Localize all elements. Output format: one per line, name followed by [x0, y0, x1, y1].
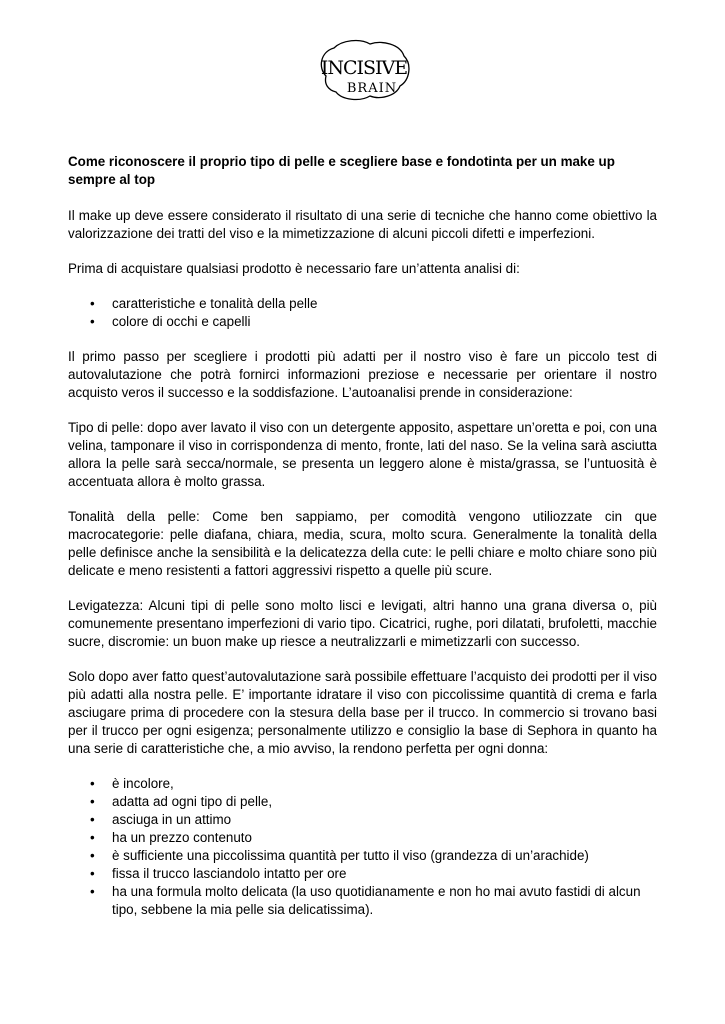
logo-line2: BRAIN	[346, 81, 398, 96]
list-item-text: asciuga in un attimo	[112, 812, 232, 827]
list-item-text: adatta ad ogni tipo di pelle,	[112, 794, 273, 809]
brain-logo-icon	[316, 38, 412, 104]
bullet-list-analysis	[68, 295, 657, 331]
list-item	[68, 847, 657, 865]
paragraph-first-step: Il primo passo per scegliere i prodotti più adatti per il nostro viso è fare un piccolo test di autovalutazione che potrà fornirci informazioni preziose e necessarie per orientare il nostro acquisto veros il successo e la soddisfazione. L’autoanalisi prende in considerazione:	[68, 349, 657, 400]
list-item	[68, 829, 657, 847]
bullet-icon: •	[90, 884, 95, 899]
list-item-text: fissa il trucco lasciandolo intatto per ore	[112, 866, 347, 881]
paragraph-skin-type: Tipo di pelle: dopo aver lavato il viso con un detergente apposito, aspettare un’oretta e poi, con una velina, tamponare il viso in corrispondenza di mento, fronte, lati del naso. Se la velina sarà asciutta allora la pelle sarà secca/normale, se presenta un leggero alone è mista/grassa, se l’untuosità è accentuata allora è molto grassa.	[68, 420, 657, 489]
bullet-icon: •	[90, 848, 95, 863]
bullet-icon: •	[90, 830, 95, 845]
list-item	[68, 865, 657, 883]
paragraph-smoothness: Levigatezza: Alcuni tipi di pelle sono molto lisci e levigati, altri hanno una grana diversa o, più comunemente presentano imperfezioni di vario tipo. Cicatrici, rughe, pori dilatati, brufoletti, macchie sucre, discromie: un buon make up riesce a neutralizzarli e mimetizzarli con successo.	[68, 598, 657, 649]
paragraph-purchase: Solo dopo aver fatto quest’autovalutazione sarà possibile effettuare l’acquisto dei prodotti per il viso più adatti alla nostra pelle. E’ importante idratare il viso con piccolissime quantità di crema e farla asciugare prima di procedere con la stesura della base per il trucco. In commercio si trovano basi per il trucco per ogni esigenza; personalmente utilizzo e consiglio la base di Sephora in quanto ha una serie di caratteristiche che, a mio avviso, la rendono perfetta per ogni donna:	[68, 669, 657, 756]
bullet-list-features	[68, 775, 657, 919]
document-body	[68, 153, 657, 936]
list-item-text: colore di occhi e capelli	[112, 314, 251, 329]
document-title: Come riconoscere il proprio tipo di pelle e scegliere base e fondotinta per un make up sempre al top	[68, 154, 615, 187]
list-item-text: ha un prezzo contenuto	[112, 830, 252, 845]
list-item	[68, 313, 657, 331]
list-item-text: caratteristiche e tonalità della pelle	[112, 296, 318, 311]
paragraph-analysis: Prima di acquistare qualsiasi prodotto è necessario fare un’attenta analisi di:	[68, 261, 520, 276]
bullet-icon: •	[90, 296, 95, 311]
list-item	[68, 793, 657, 811]
bullet-icon: •	[90, 794, 95, 809]
bullet-icon: •	[90, 776, 95, 791]
list-item	[68, 295, 657, 313]
logo-line1: INCISIVE	[320, 57, 408, 79]
list-item	[68, 883, 657, 919]
list-item-text: ha una formula molto delicata (la uso quotidianamente e non ho mai avuto fastidi di alcun tipo, sebbene la mia pelle sia delicatissima).	[112, 884, 641, 917]
paragraph-skin-tone: Tonalità della pelle: Come ben sappiamo, per comodità vengono utiliozzate cin que macrocategorie: pelle diafana, chiara, media, scura, molto scura. Generalmente la tonalità della pelle definisce anche la sensibilità e la delicatezza della cute: le pelli chiare e molto chiare sono più delicate e meno resistenti a fattori aggressivi rispetto a quelle più scure.	[68, 509, 657, 578]
bullet-icon: •	[90, 866, 95, 881]
bullet-icon: •	[90, 812, 95, 827]
list-item-text: è incolore,	[112, 776, 174, 791]
list-item	[68, 811, 657, 829]
paragraph-intro: Il make up deve essere considerato il risultato di una serie di tecniche che hanno come obiettivo la valorizzazione dei tratti del viso e la mimetizzazione di alcuni piccoli difetti e imperfezioni.	[68, 208, 657, 241]
list-item	[68, 775, 657, 793]
bullet-icon: •	[90, 314, 95, 329]
list-item-text: è sufficiente una piccolissima quantità per tutto il viso (grandezza di un’arachide)	[112, 848, 589, 863]
